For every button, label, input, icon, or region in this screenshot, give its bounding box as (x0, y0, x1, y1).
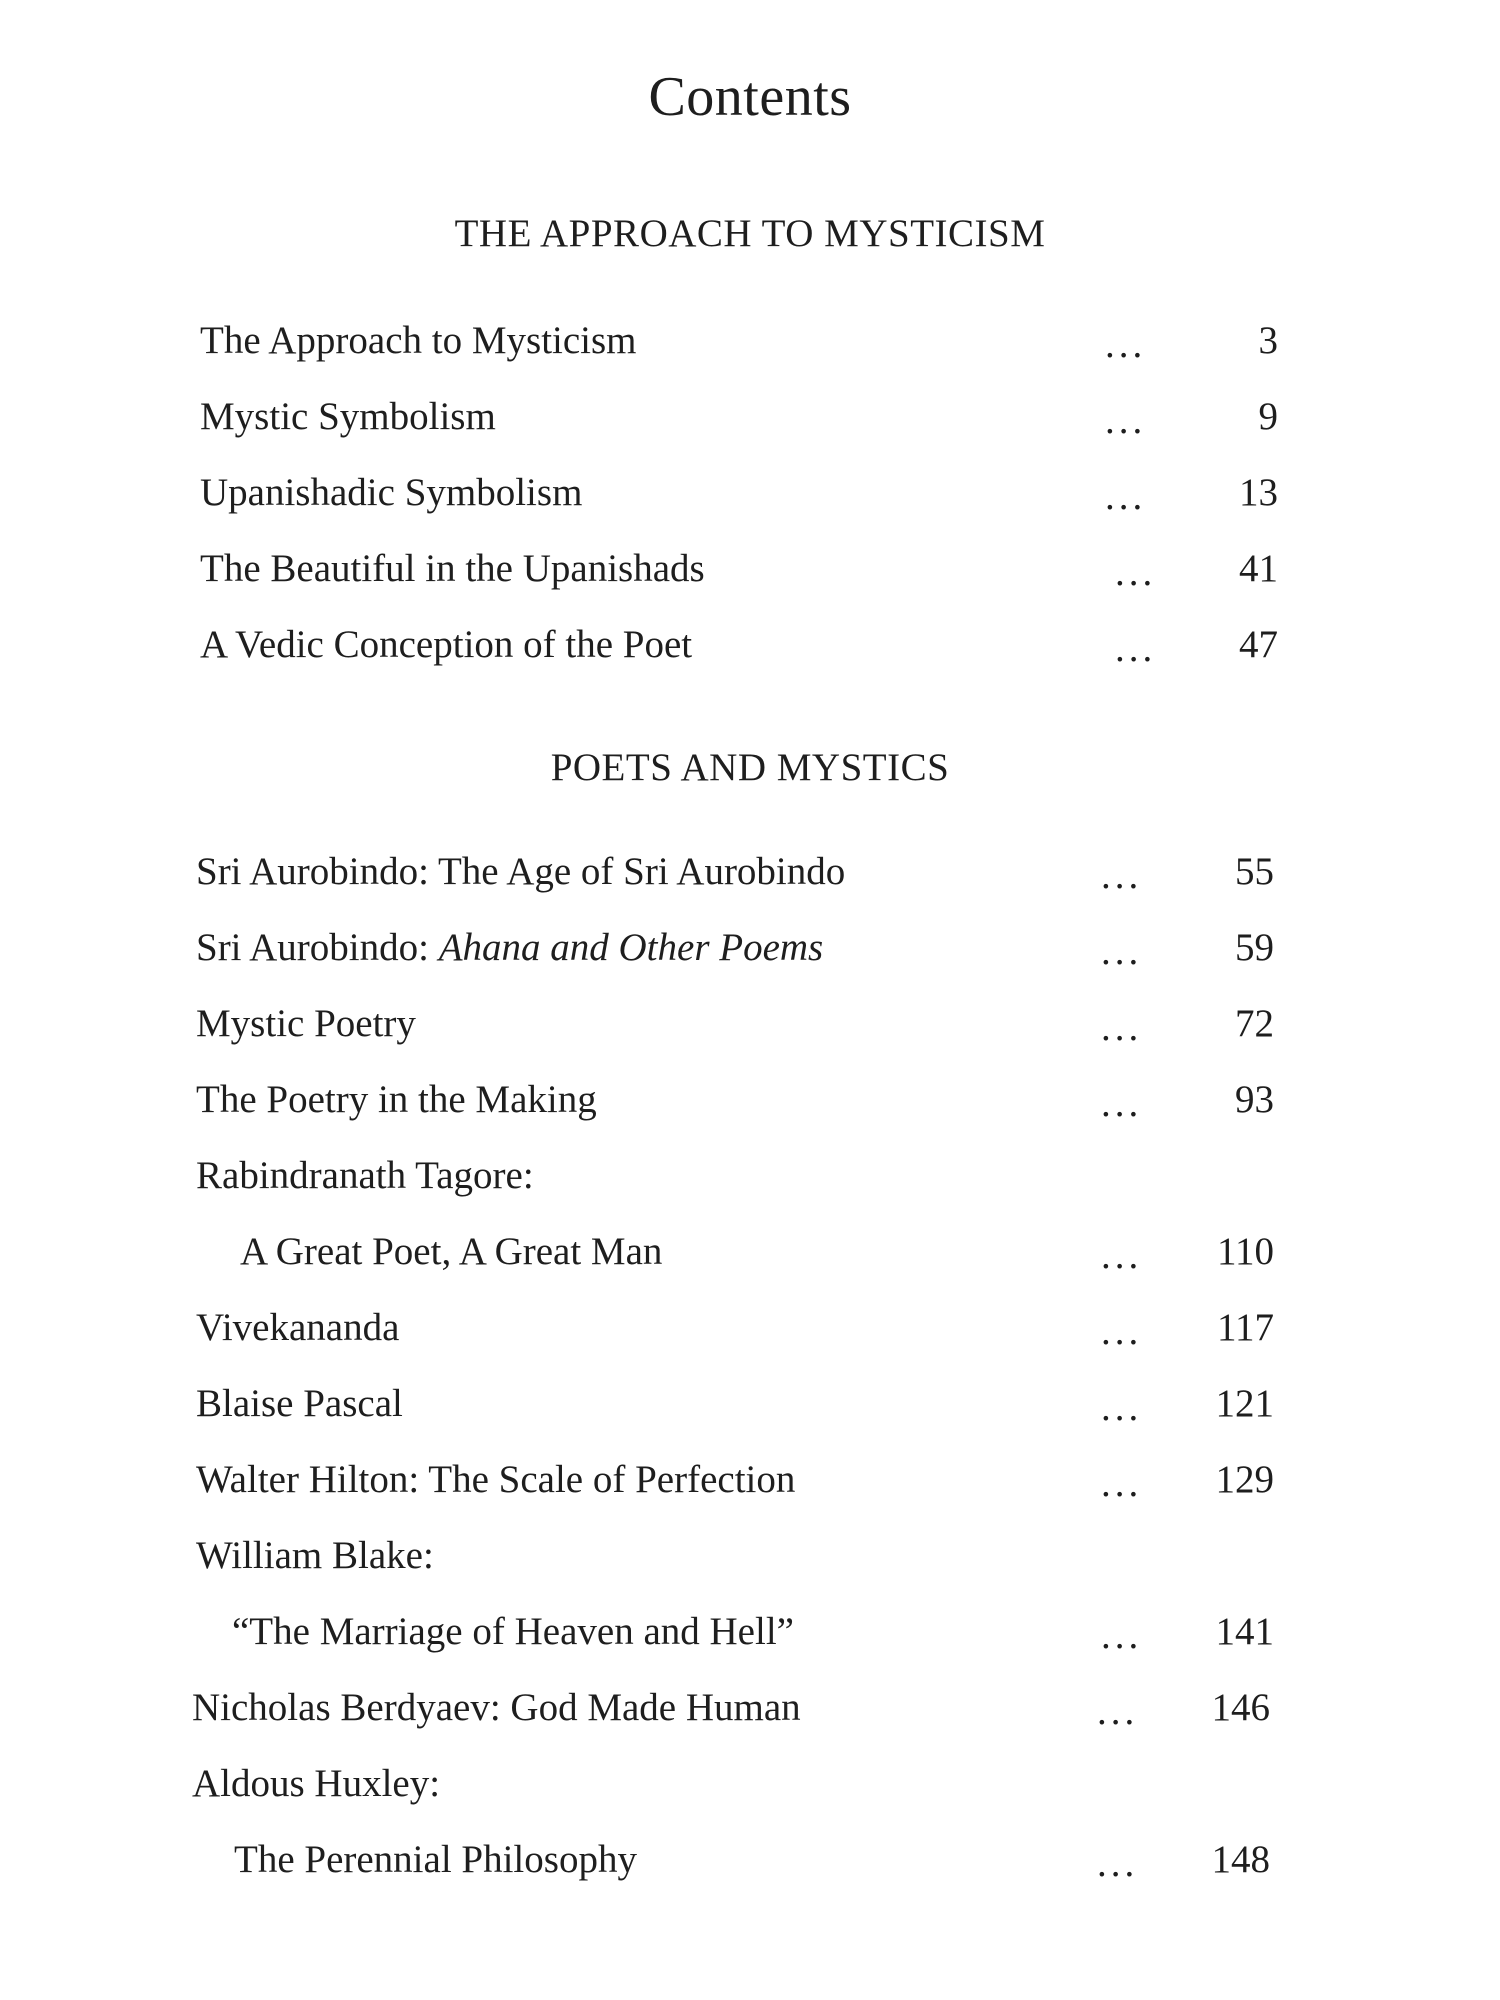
toc-entry[interactable] (200, 543, 1300, 595)
toc-entry[interactable] (192, 1682, 1292, 1734)
toc-entry[interactable] (196, 1454, 1296, 1506)
toc-entry-label (196, 922, 823, 974)
toc-leader-dots: ... (1101, 1006, 1143, 1049)
section-heading-poets: POETS AND MYSTICS (550, 746, 950, 789)
toc-entry[interactable] (196, 1074, 1296, 1126)
toc-entry[interactable] (200, 315, 1300, 367)
toc-entry-label: A Great Poet, A Great Man (240, 1230, 663, 1273)
toc-entry[interactable] (192, 1834, 1292, 1886)
toc-entry-group-heading (192, 1758, 1292, 1810)
toc-entry[interactable] (200, 467, 1300, 519)
toc-entry-label: Aldous Huxley: (192, 1762, 441, 1805)
toc-entry[interactable] (200, 391, 1300, 443)
section-heading-approach: THE APPROACH TO MYSTICISM (454, 212, 1046, 255)
toc-entry-label: Sri Aurobindo: The Age of Sri Aurobindo (196, 850, 846, 893)
toc-entry-label: Vivekananda (196, 1306, 400, 1349)
toc-entry-group-heading (196, 1150, 1296, 1202)
toc-leader-dots: ... (1097, 1842, 1139, 1885)
toc-page-number: 3 (1258, 319, 1278, 362)
toc-page-number: 47 (1239, 623, 1278, 666)
toc-leader-dots: ... (1105, 399, 1147, 442)
toc-leader-dots: ... (1097, 1690, 1139, 1733)
toc-entry-label-italic: Ahana and Other Poems (438, 926, 824, 969)
toc-entry-label: Blaise Pascal (196, 1382, 403, 1425)
toc-page-number: 110 (1216, 1230, 1274, 1273)
toc-entry-label: The Poetry in the Making (196, 1078, 597, 1121)
toc-entry-label: Nicholas Berdyaev: God Made Human (192, 1686, 801, 1729)
toc-entry[interactable] (196, 998, 1296, 1050)
toc-page-number: 72 (1235, 1002, 1274, 1045)
toc-entry[interactable] (196, 846, 1296, 898)
toc-leader-dots: ... (1101, 1310, 1143, 1353)
toc-entry[interactable] (196, 1378, 1296, 1430)
toc-entry[interactable] (196, 1302, 1296, 1354)
toc-page-number: 59 (1235, 926, 1274, 969)
toc-entry[interactable] (196, 1606, 1296, 1658)
toc-entry-label: A Vedic Conception of the Poet (200, 623, 693, 666)
toc-entry-label: Rabindranath Tagore: (196, 1154, 534, 1197)
toc-page-number: 55 (1235, 850, 1274, 893)
toc-leader-dots: ... (1101, 1614, 1143, 1657)
toc-page-number: 146 (1211, 1686, 1270, 1729)
toc-page-number: 129 (1215, 1458, 1274, 1501)
toc-page-number: 41 (1239, 547, 1278, 590)
toc-entry-label: Walter Hilton: The Scale of Perfection (196, 1458, 796, 1501)
toc-leader-dots: ... (1101, 854, 1143, 897)
toc-page-number: 13 (1239, 471, 1278, 514)
toc-entry-group-heading (196, 1530, 1296, 1582)
toc-entry-label-roman: Sri Aurobindo: (196, 926, 439, 969)
toc-entry-label: The Approach to Mysticism (200, 319, 637, 362)
toc-entry-label: The Perennial Philosophy (234, 1838, 637, 1881)
toc-entry-label: The Beautiful in the Upanishads (200, 547, 705, 590)
toc-leader-dots: ... (1115, 627, 1157, 670)
toc-entry-label: Upanishadic Symbolism (200, 471, 583, 514)
toc-entry[interactable] (196, 922, 1296, 974)
toc-page-number: 117 (1216, 1306, 1274, 1349)
toc-leader-dots: ... (1101, 1082, 1143, 1125)
toc-page-number: 93 (1235, 1078, 1274, 1121)
toc-page-number: 121 (1215, 1382, 1274, 1425)
toc-leader-dots: ... (1101, 1386, 1143, 1429)
toc-page-number: 9 (1258, 395, 1278, 438)
toc-leader-dots: ... (1115, 551, 1157, 594)
toc-page-number: 141 (1215, 1610, 1274, 1653)
toc-entry-label: William Blake: (196, 1534, 434, 1577)
toc-entry[interactable] (196, 1226, 1296, 1278)
toc-entry-label: “The Marriage of Heaven and Hell” (232, 1610, 794, 1653)
toc-entry[interactable] (200, 619, 1300, 671)
toc-leader-dots: ... (1101, 930, 1143, 973)
toc-page-number: 148 (1211, 1838, 1270, 1881)
page-title: Contents (648, 66, 852, 128)
toc-entry-label: Mystic Poetry (196, 1002, 416, 1045)
toc-leader-dots: ... (1101, 1462, 1143, 1505)
toc-leader-dots: ... (1105, 475, 1147, 518)
toc-leader-dots: ... (1105, 323, 1147, 366)
toc-entry-label: Mystic Symbolism (200, 395, 496, 438)
toc-leader-dots: ... (1101, 1234, 1143, 1277)
